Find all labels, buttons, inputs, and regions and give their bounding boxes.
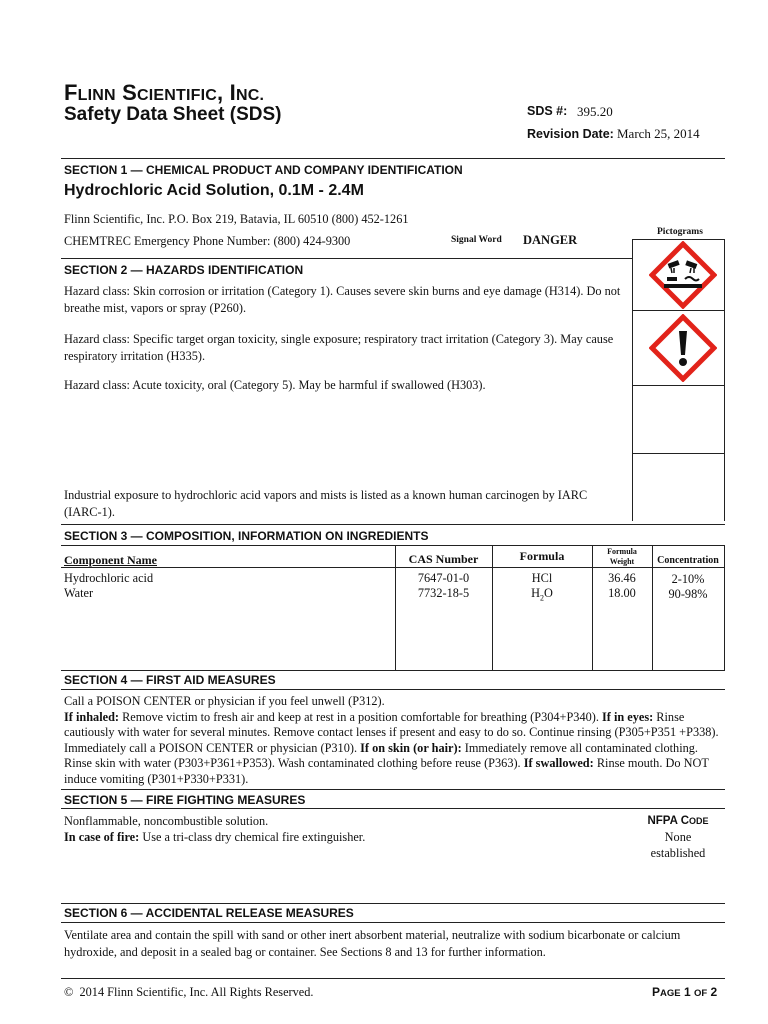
pictogram-box-divider — [632, 310, 725, 311]
hazard-paragraph: Industrial exposure to hydrochloric acid vapors and mists is listed as a known human carcinogen by IARC (IARC-1). — [64, 488, 588, 519]
table-cell-component: Hydrochloric acid — [64, 571, 154, 585]
page-current: 1 — [683, 985, 691, 999]
pictogram-box-right — [724, 239, 725, 521]
table-cell-formula — [492, 585, 592, 607]
formula-text: H — [531, 586, 540, 600]
table-cell-weight: 36.46 — [608, 571, 636, 585]
hazard-paragraph: Hazard class: Acute toxicity, oral (Category 5). May be harmful if swallowed (H303). — [64, 378, 486, 392]
column-header-concentration: Concentration — [657, 555, 719, 566]
corrosion-pictogram-icon — [649, 241, 717, 309]
spill-text: Ventilate area and contain the spill with sand or other inert absorbent material, neutralize with sodium bicarbonate or calcium hydroxide, and deposit in a sealed bag or container. See Sections 8 and 13 for further information. — [64, 928, 681, 959]
nfpa-code-label — [632, 815, 724, 827]
first-aid-paragraph — [64, 710, 726, 788]
column-header-weight — [592, 547, 652, 567]
company-name-part: CIENTIFIC — [136, 87, 217, 104]
copyright-symbol: © — [64, 985, 74, 999]
divider — [61, 258, 632, 259]
page-of: OF — [693, 988, 708, 999]
fire-line — [64, 829, 365, 846]
divider — [61, 670, 725, 671]
pictogram-box-divider — [632, 385, 725, 386]
table-cell-concentration: 2-10% — [671, 572, 705, 586]
product-name: Hydrochloric Acid Solution, 0.1M - 2.4M — [64, 182, 364, 199]
company-name-part: S — [122, 80, 137, 105]
page-number — [652, 985, 717, 999]
section-2-heading: SECTION 2 — HAZARDS IDENTIFICATION — [64, 263, 304, 277]
divider — [61, 789, 725, 790]
nfpa-code-value: established — [650, 846, 706, 860]
table-cell-weight: 18.00 — [608, 586, 636, 600]
table-header-rule — [61, 567, 725, 568]
formula-subscript: 2 — [540, 593, 544, 603]
divider — [61, 922, 725, 923]
signal-word-label: Signal Word — [451, 235, 502, 245]
document-title: Safety Data Sheet (SDS) — [64, 104, 282, 125]
divider — [61, 524, 725, 525]
table-cell-component: Water — [64, 586, 94, 600]
company-name-part: I — [229, 80, 236, 105]
divider — [61, 689, 725, 690]
hazard-paragraph: Hazard class: Specific target organ toxicity, single exposure; respiratory tract irritation (Category 3). May cause respiratory irritation (H335). — [64, 332, 614, 363]
section-4-heading: SECTION 4 — FIRST AID MEASURES — [64, 673, 276, 687]
column-header-weight-line: Weight — [609, 557, 635, 566]
sds-number-label: SDS #: — [527, 104, 568, 118]
column-header-cas: CAS Number — [408, 552, 479, 566]
page-label-part: AGE — [660, 988, 681, 999]
company-name-part: NC. — [235, 87, 265, 104]
divider — [61, 808, 725, 809]
exclamation-pictogram-icon — [649, 314, 717, 382]
company-name-part: LINN — [77, 87, 116, 104]
fire-line: Nonflammable, noncombustible solution. — [64, 814, 269, 828]
footer-rule — [61, 978, 725, 979]
nfpa-label-part: ODE — [689, 816, 709, 826]
nfpa-code-value: None — [664, 830, 692, 844]
pictogram-box-top — [632, 239, 725, 240]
sds-number-value: 395.20 — [577, 104, 613, 119]
chemtrec-phone: CHEMTREC Emergency Phone Number: (800) 424-9300 — [64, 234, 351, 248]
column-header-weight-line: Formula — [607, 547, 637, 556]
divider — [61, 158, 725, 159]
signal-word-value: DANGER — [523, 233, 578, 247]
inhaled-text: Remove victim to fresh air and keep at rest in a position comfortable for breathing (P304+P340). — [119, 709, 602, 724]
formula-text: HCl — [531, 571, 553, 585]
fire-text: Use a tri-class dry chemical fire extinguisher. — [139, 830, 366, 844]
swallowed-text: Rinse mouth. Do NOT induce vomiting (P301+P330+P331). — [64, 756, 709, 786]
section-3-heading: SECTION 3 — COMPOSITION, INFORMATION ON INGREDIENTS — [64, 529, 429, 543]
table-column-line — [724, 545, 725, 670]
first-aid-line: Call a POISON CENTER or physician if you feel unwell (P312). — [64, 694, 385, 708]
table-cell-cas: 7732-18-5 — [417, 586, 470, 600]
pictogram-box-left — [632, 239, 633, 521]
eyes-label: If in eyes: — [602, 709, 654, 724]
revision-date-value: March 25, 2014 — [617, 126, 700, 141]
copyright-text: 2014 Flinn Scientific, Inc. All Rights Reserved. — [79, 985, 314, 999]
skin-label: If on skin (or hair): — [360, 740, 462, 755]
copyright — [64, 984, 313, 1001]
fire-label: In case of fire: — [64, 830, 140, 844]
skin-text: Immediately remove all contaminated clothing. Rinse skin with water (P303+P361+P353). Wash contaminated clothing before reuse (P363). — [64, 740, 698, 771]
section-6-heading: SECTION 6 — ACCIDENTAL RELEASE MEASURES — [64, 906, 354, 920]
page-total: 2 — [710, 985, 718, 999]
revision-date-label: Revision Date: — [527, 127, 614, 141]
company-name: FLINN SCIENTIFIC, INC. — [64, 80, 265, 105]
nfpa-label-part: NFPA C — [647, 815, 689, 827]
company-address: Flinn Scientific, Inc. P.O. Box 219, Batavia, IL 60510 (800) 452-1261 — [64, 212, 409, 226]
page-label-part: P — [652, 985, 661, 999]
pictogram-box-divider — [632, 453, 725, 454]
column-header-formula: Formula — [519, 549, 565, 563]
table-cell-concentration: 90-98% — [668, 587, 708, 601]
first-aid-text — [64, 694, 726, 788]
column-header-component: Component Name — [64, 553, 157, 567]
divider — [61, 903, 725, 904]
eyes-text: Rinse cautiously with water for several minutes. Remove contact lenses if present and easy to do so. Continue rinsing (P305+P351 +P338). Immediately call a POISON CENTER or physician (P310). — [64, 709, 719, 755]
table-cell-cas: 7647-01-0 — [417, 571, 470, 585]
company-name-part: F — [64, 80, 78, 105]
hazard-paragraph: Hazard class: Skin corrosion or irritation (Category 1). Causes severe skin burns and eye damage (H314). Do not breathe mist, vapors or spray (P260). — [64, 284, 621, 315]
section-5-heading: SECTION 5 — FIRE FIGHTING MEASURES — [64, 793, 306, 807]
section-1-heading: SECTION 1 — CHEMICAL PRODUCT AND COMPANY IDENTIFICATION — [64, 163, 463, 177]
pictograms-label: Pictograms — [657, 227, 703, 237]
swallowed-label: If swallowed: — [523, 756, 594, 771]
divider — [61, 545, 725, 546]
formula-text: O — [544, 586, 553, 600]
inhaled-label: If inhaled: — [64, 709, 120, 724]
